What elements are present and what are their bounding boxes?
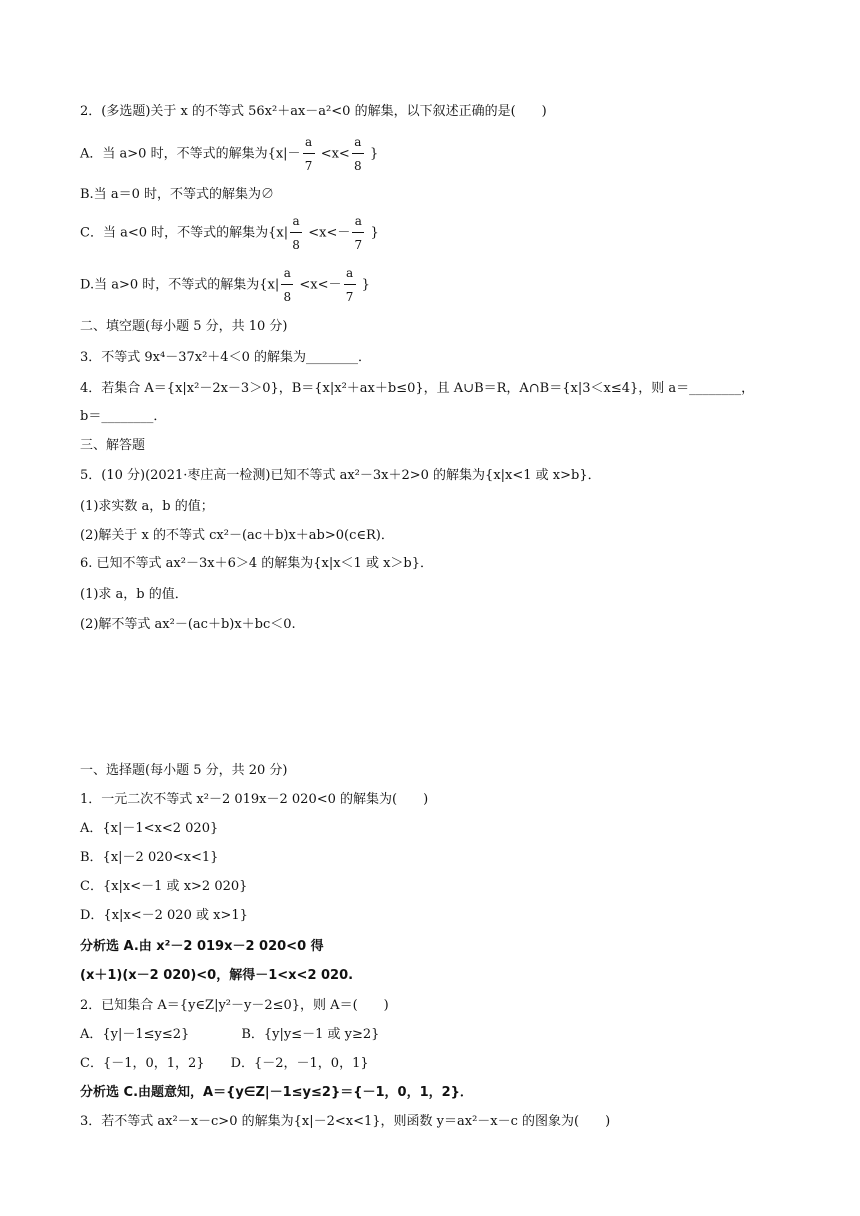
- fill-question-4: 4．若集合 A＝{x|x²－2x－3＞0}，B＝{x|x²＋ax＋b≤0}，且 A∪B＝R，A∩B＝{x|3＜x≤4}，则 a＝________，: [80, 381, 755, 396]
- q2-options-a-b: A．{y|－1≤y≤2} B．{y|y≤－1 或 y≥2}: [80, 1027, 380, 1042]
- choice-question-1: 1．一元二次不等式 x²－2 019x－2 020<0 的解集为( ): [80, 792, 429, 807]
- q1-option-b: B．{x|－2 020<x<1}: [80, 850, 219, 865]
- fraction: $\frac{a}{8}$: [351, 146, 365, 162]
- section-heading-solve: 三、解答题: [80, 438, 146, 453]
- question-5-part-1: (1)求实数 a，b 的值；: [80, 499, 214, 514]
- option-a: A．当 a>0 时，不等式的解集为{x|－ $\frac{a}{7}$ <x< $\frac{a}{8}$ }: [80, 135, 379, 173]
- fraction: $\frac{a}{7}$: [351, 225, 365, 241]
- fraction: $\frac{a}{8}$: [280, 277, 294, 293]
- solve-question-5: 5．(10 分)(2021·枣庄高一检测)已知不等式 ax²－3x＋2>0 的解集为{x|x<1 或 x>b}．: [80, 468, 601, 483]
- question-5-part-2: (2)解关于 x 的不等式 cx²－(ac＋b)x＋ab>0(c∈R)．: [80, 528, 394, 543]
- fill-question-4-continued: b＝________．: [80, 409, 167, 424]
- multi-choice-question-2: 2．(多选题)关于 x 的不等式 56x²＋ax－a²<0 的解集，以下叙述正确的是( ): [80, 104, 547, 119]
- question-6-part-1: (1)求 a，b 的值．: [80, 587, 188, 602]
- option-c: C．当 a<0 时，不等式的解集为{x| $\frac{a}{8}$ <x<－ $\frac{a}{7}$ }: [80, 214, 379, 252]
- q1-analysis: 分析选 A.由 x²－2 019x－2 020<0 得: [80, 939, 324, 954]
- fill-question-3: 3．不等式 9x⁴－37x²＋4＜0 的解集为________．: [80, 350, 371, 365]
- q2-options-c-d: C．{－1，0，1，2} D．{－2，－1，0，1}: [80, 1056, 369, 1071]
- option-b: B.当 a＝0 时，不等式的解集为∅: [80, 187, 274, 202]
- question-6-part-2: (2)解不等式 ax²－(ac＋b)x＋bc＜0.: [80, 617, 296, 632]
- section-heading-fill-in: 二、填空题(每小题 5 分，共 10 分): [80, 319, 288, 334]
- q1-option-c: C．{x|x<－1 或 x>2 020}: [80, 879, 248, 894]
- choice-question-2: 2．已知集合 A＝{y∈Z|y²－y－2≤0}，则 A＝( ): [80, 998, 389, 1013]
- q1-option-d: D．{x|x<－2 020 或 x>1}: [80, 908, 248, 923]
- fraction: $\frac{a}{8}$: [289, 225, 303, 241]
- fraction: $\frac{a}{7}$: [302, 146, 316, 162]
- option-d: D.当 a>0 时，不等式的解集为{x| $\frac{a}{8}$ <x<－ $\frac{a}{7}$ }: [80, 266, 370, 304]
- solve-question-6: 6. 已知不等式 ax²－3x＋6＞4 的解集为{x|x＜1 或 x＞b}．: [80, 556, 434, 571]
- q1-analysis-continued: (x＋1)(x－2 020)<0，解得－1<x<2 020.: [80, 968, 354, 983]
- choice-question-3: 3．若不等式 ax²－x－c>0 的解集为{x|－2<x<1}，则函数 y＝ax²－x－c 的图象为( ): [80, 1114, 611, 1129]
- section-heading-choice: 一、选择题(每小题 5 分，共 20 分): [80, 763, 288, 778]
- q2-analysis: 分析选 C.由题意知，A＝{y∈Z|－1≤y≤2}＝{－1，0，1，2}．: [80, 1085, 473, 1100]
- fraction: $\frac{a}{7}$: [343, 277, 357, 293]
- q1-option-a: A．{x|－1<x<2 020}: [80, 821, 219, 836]
